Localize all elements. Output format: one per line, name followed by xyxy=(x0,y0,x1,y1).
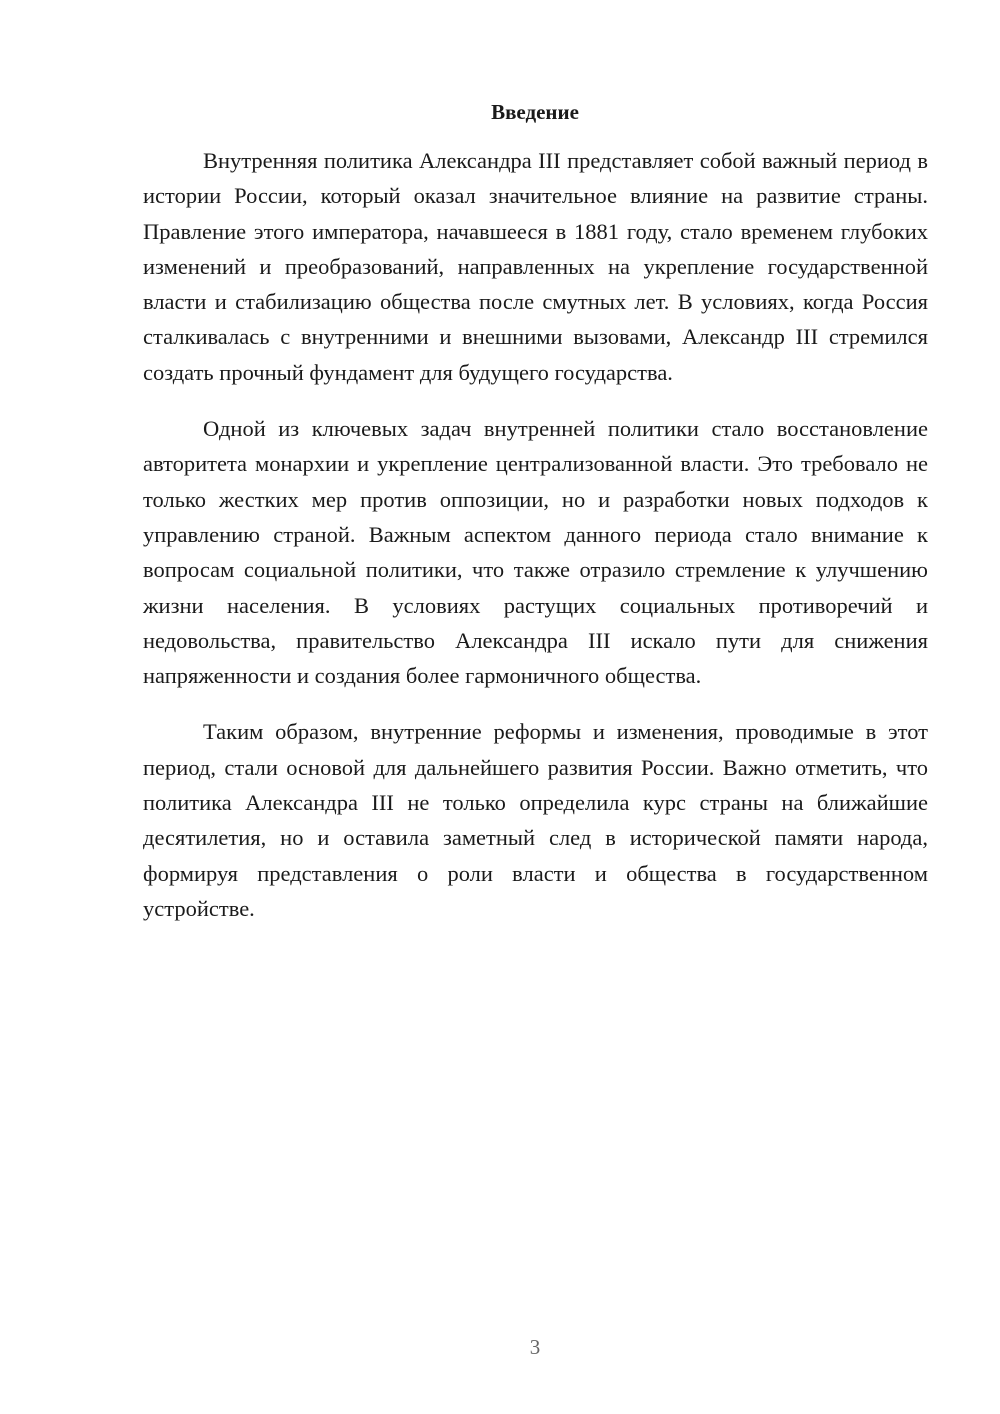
paragraph-3: Таким образом, внутренние реформы и изменения, проводимые в этот период, стали основой для дальнейшего развития России. Важно отметить, что политика Александра III не только определила курс страны на ближайшие десятилетия, но и оставила заметный след в исторической памяти народа, формируя представления о роли власти и общества в государственном устройстве. xyxy=(143,719,928,921)
section-heading: Введение xyxy=(491,100,579,124)
paragraph-2: Одной из ключевых задач внутренней политики стало восстановление авторитета монархии и укрепление централизованной власти. Это требовало не только жестких мер против оппозиции, но и разработки новых подходов к управлению страной. Важным аспектом данного периода стало внимание к вопросам социальной политики, что также отразило стремление к улучшению жизни населения. В условиях растущих социальных противоречий и недовольства, правительство Александра III искало пути для снижения напряженности и создания более гармоничного общества. xyxy=(143,416,928,689)
paragraph-1: Внутренняя политика Александра III представляет собой важный период в истории России, который оказал значительное влияние на развитие страны. Правление этого императора, начавшееся в 1881 году, стало временем глубоких изменений и преобразований, направленных на укрепление государственной власти и стабилизацию общества после смутных лет. В условиях, когда Россия сталкивалась с внутренними и внешними вызовами, Александр III стремился создать прочный фундамент для будущего государства. xyxy=(143,148,928,385)
document-body xyxy=(143,143,928,947)
page-number: 3 xyxy=(529,1335,541,1359)
